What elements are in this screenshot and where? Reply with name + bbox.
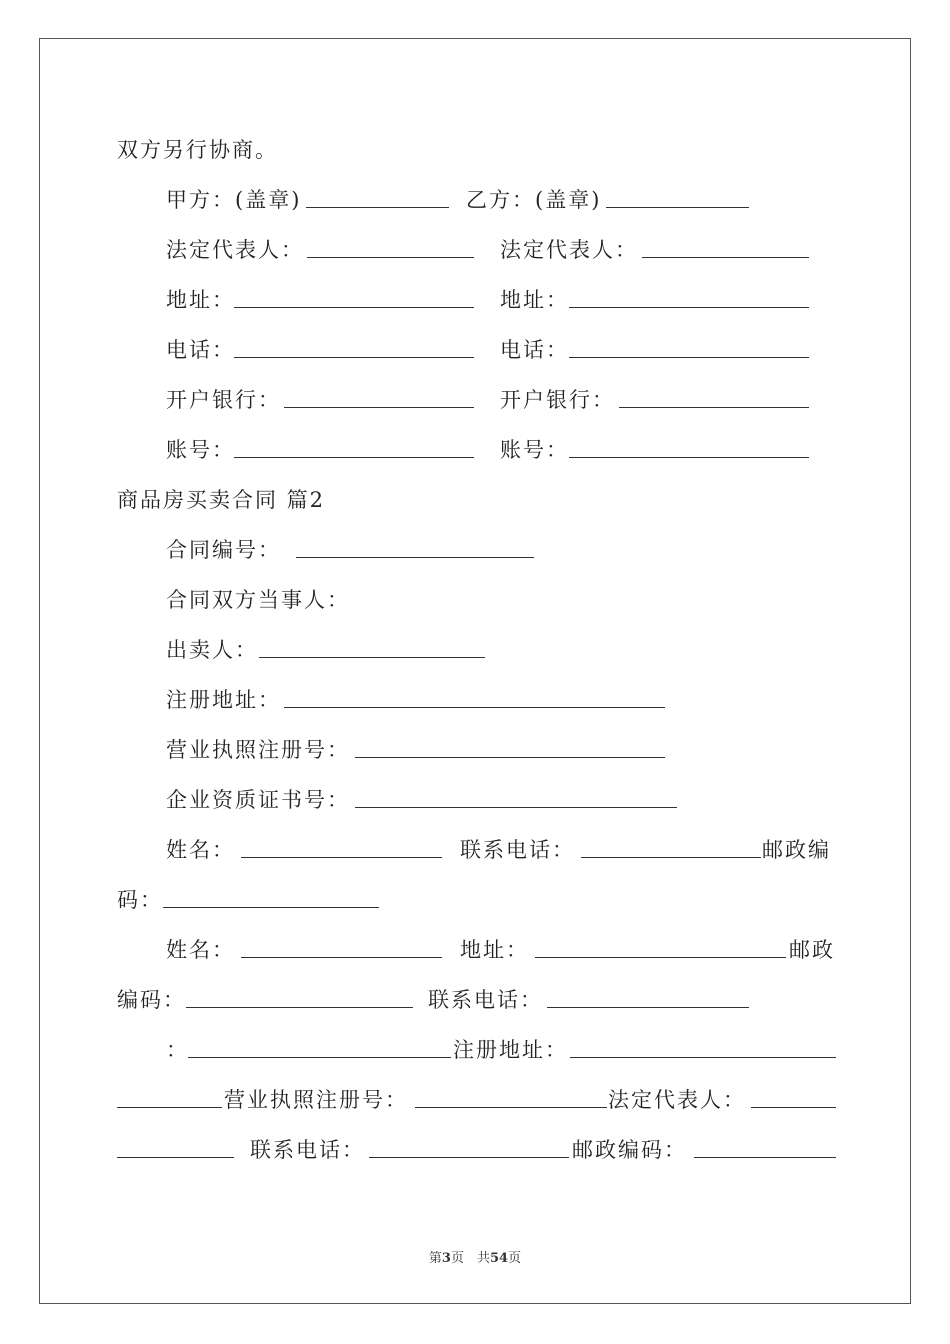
- a-account-blank[interactable]: [234, 457, 474, 458]
- legal-rep-row: [0, 235, 950, 265]
- postal-part1: 邮政: [789, 938, 835, 962]
- reg-address2-cont-blank[interactable]: [117, 1107, 222, 1108]
- license-blank[interactable]: [355, 757, 665, 758]
- party-b-blank[interactable]: [606, 207, 749, 208]
- qualification-label: 企业资质证书号：: [166, 788, 350, 812]
- postal-code3-label: 邮政编码：: [572, 1138, 687, 1162]
- b-phone-blank[interactable]: [569, 357, 809, 358]
- seller-row: [0, 635, 950, 665]
- contact-phone3-blank[interactable]: [369, 1157, 569, 1158]
- party-row: [0, 185, 950, 215]
- colon-blank[interactable]: [188, 1057, 451, 1058]
- footer-suffix: 页: [508, 1251, 522, 1266]
- postal-part2: 编码：: [117, 988, 186, 1012]
- contact-phone-blank[interactable]: [581, 857, 761, 858]
- license2-blank[interactable]: [415, 1107, 607, 1108]
- b-address-blank[interactable]: [569, 307, 809, 308]
- a-bank-label: 开户银行：: [166, 388, 281, 412]
- qualification-blank[interactable]: [355, 807, 677, 808]
- name2-blank[interactable]: [241, 957, 442, 958]
- reg-address2-row: [0, 1035, 950, 1065]
- reg-address-label: 注册地址：: [166, 688, 281, 712]
- bank-row: [0, 385, 950, 415]
- party-a-label: 甲方：(盖章): [166, 188, 302, 212]
- b-phone-label: 电话：: [500, 338, 569, 362]
- a-account-label: 账号：: [166, 438, 235, 462]
- contract-no-label: 合同编号：: [166, 538, 281, 562]
- address-row: [0, 285, 950, 315]
- a-address-label: 地址：: [166, 288, 235, 312]
- license-label: 营业执照注册号：: [166, 738, 350, 762]
- section-title-text: 商品房买卖合同 篇2: [117, 488, 326, 512]
- b-bank-label: 开户银行：: [500, 388, 615, 412]
- a-legal-rep-label: 法定代表人：: [166, 238, 304, 262]
- colon-label: ：: [166, 1038, 189, 1062]
- b-account-blank[interactable]: [569, 457, 809, 458]
- address2-label: 地址：: [460, 938, 529, 962]
- reg-address-row: [0, 685, 950, 715]
- b-bank-blank[interactable]: [619, 407, 809, 408]
- postal-code-part2: 码：: [117, 888, 163, 912]
- contact-phone2-blank[interactable]: [547, 1007, 749, 1008]
- a-address-blank[interactable]: [234, 307, 474, 308]
- footer-total-pages: 54: [489, 1251, 509, 1266]
- name-address-row: [0, 935, 950, 965]
- contact-phone-label: 联系电话：: [460, 838, 575, 862]
- postal-phone-row: [0, 985, 950, 1015]
- reg-address2-blank[interactable]: [570, 1057, 836, 1058]
- name-blank[interactable]: [241, 857, 442, 858]
- reg-address-blank[interactable]: [284, 707, 665, 708]
- name2-label: 姓名：: [166, 938, 235, 962]
- intro-text: 双方另行协商。: [117, 138, 278, 162]
- b-address-label: 地址：: [500, 288, 569, 312]
- postal2-blank[interactable]: [186, 1007, 413, 1008]
- b-account-label: 账号：: [500, 438, 569, 462]
- legal-rep2-cont-blank[interactable]: [117, 1157, 234, 1158]
- a-phone-label: 电话：: [166, 338, 235, 362]
- legal-rep2-label: 法定代表人：: [608, 1088, 746, 1112]
- contact-phone3-label: 联系电话：: [250, 1138, 365, 1162]
- account-row: [0, 435, 950, 465]
- legal-rep2-blank[interactable]: [751, 1107, 836, 1108]
- b-legal-rep-label: 法定代表人：: [500, 238, 638, 262]
- parties-row: [0, 585, 950, 615]
- address2-blank[interactable]: [535, 957, 786, 958]
- license2-label: 营业执照注册号：: [224, 1088, 408, 1112]
- contract-no-row: [0, 535, 950, 565]
- seller-label: 出卖人：: [166, 638, 258, 662]
- phone-row: [0, 335, 950, 365]
- license-row: [0, 735, 950, 765]
- name-label: 姓名：: [166, 838, 235, 862]
- a-legal-rep-blank[interactable]: [307, 257, 474, 258]
- qualification-row: [0, 785, 950, 815]
- parties-label: 合同双方当事人：: [166, 588, 350, 612]
- phone3-row: [0, 1135, 950, 1165]
- license2-row: [0, 1085, 950, 1115]
- seller-blank[interactable]: [259, 657, 485, 658]
- footer-mid: 页 共: [450, 1251, 490, 1266]
- b-legal-rep-blank[interactable]: [642, 257, 809, 258]
- footer-page-number: 3: [441, 1251, 451, 1266]
- contract-no-blank[interactable]: [296, 557, 534, 558]
- postal-code-part1: 邮政编: [762, 838, 831, 862]
- page-footer: [0, 1247, 950, 1266]
- name-phone-row: [0, 835, 950, 865]
- a-phone-blank[interactable]: [234, 357, 474, 358]
- reg-address2-label: 注册地址：: [453, 1038, 568, 1062]
- postal-code-blank[interactable]: [163, 907, 379, 908]
- postal-code3-blank[interactable]: [694, 1157, 836, 1158]
- contact-phone2-label: 联系电话：: [428, 988, 543, 1012]
- a-bank-blank[interactable]: [284, 407, 474, 408]
- party-a-blank[interactable]: [306, 207, 449, 208]
- footer-prefix: 第: [428, 1251, 442, 1266]
- party-b-label: 乙方：(盖章): [466, 188, 602, 212]
- postal-code-row: [0, 885, 950, 915]
